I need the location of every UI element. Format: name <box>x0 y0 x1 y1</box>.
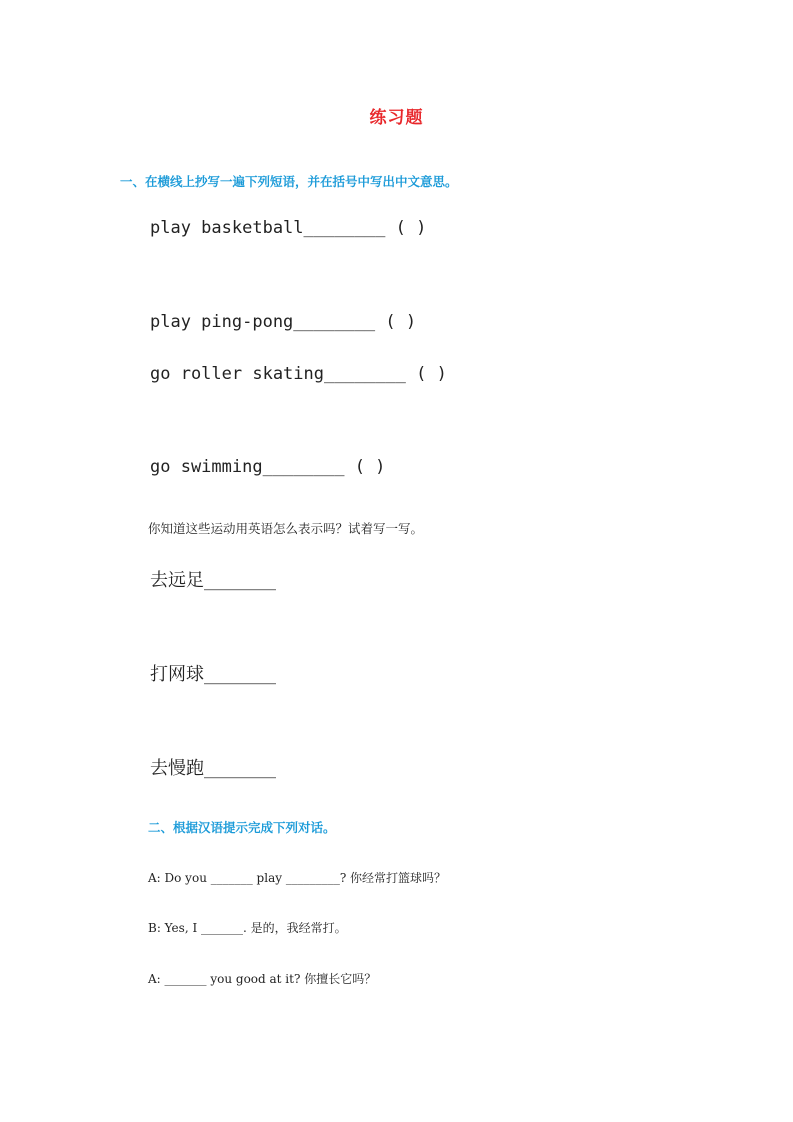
chinese-item: 打网球________ <box>150 664 276 685</box>
dialog-line: B: Yes, I _______. 是的，我经常打。 <box>148 921 347 935</box>
dialog-line: A: Do you _______ play _________? 你经常打篮球吗？ <box>148 871 447 885</box>
page-title: 练习题 <box>369 108 424 128</box>
phrase-item: play basketball________ ( ) <box>150 218 427 238</box>
section-1-heading: 一、在横线上抄写一遍下列短语，并在括号中写出中文意思。 <box>120 174 458 189</box>
dialog-line: A: _______ you good at it? 你擅长它吗？ <box>148 972 377 986</box>
section-2-heading: 二、根据汉语提示完成下列对话。 <box>148 820 336 835</box>
phrase-item: play ping-pong________ ( ) <box>150 312 417 332</box>
chinese-item: 去慢跑________ <box>150 758 276 779</box>
chinese-item: 去远足________ <box>150 570 276 591</box>
hint-text: 你知道这些运动用英语怎么表示吗？试着写一写。 <box>148 521 424 536</box>
phrase-item: go roller skating________ ( ) <box>150 364 447 384</box>
phrase-item: go swimming________ ( ) <box>150 457 386 477</box>
